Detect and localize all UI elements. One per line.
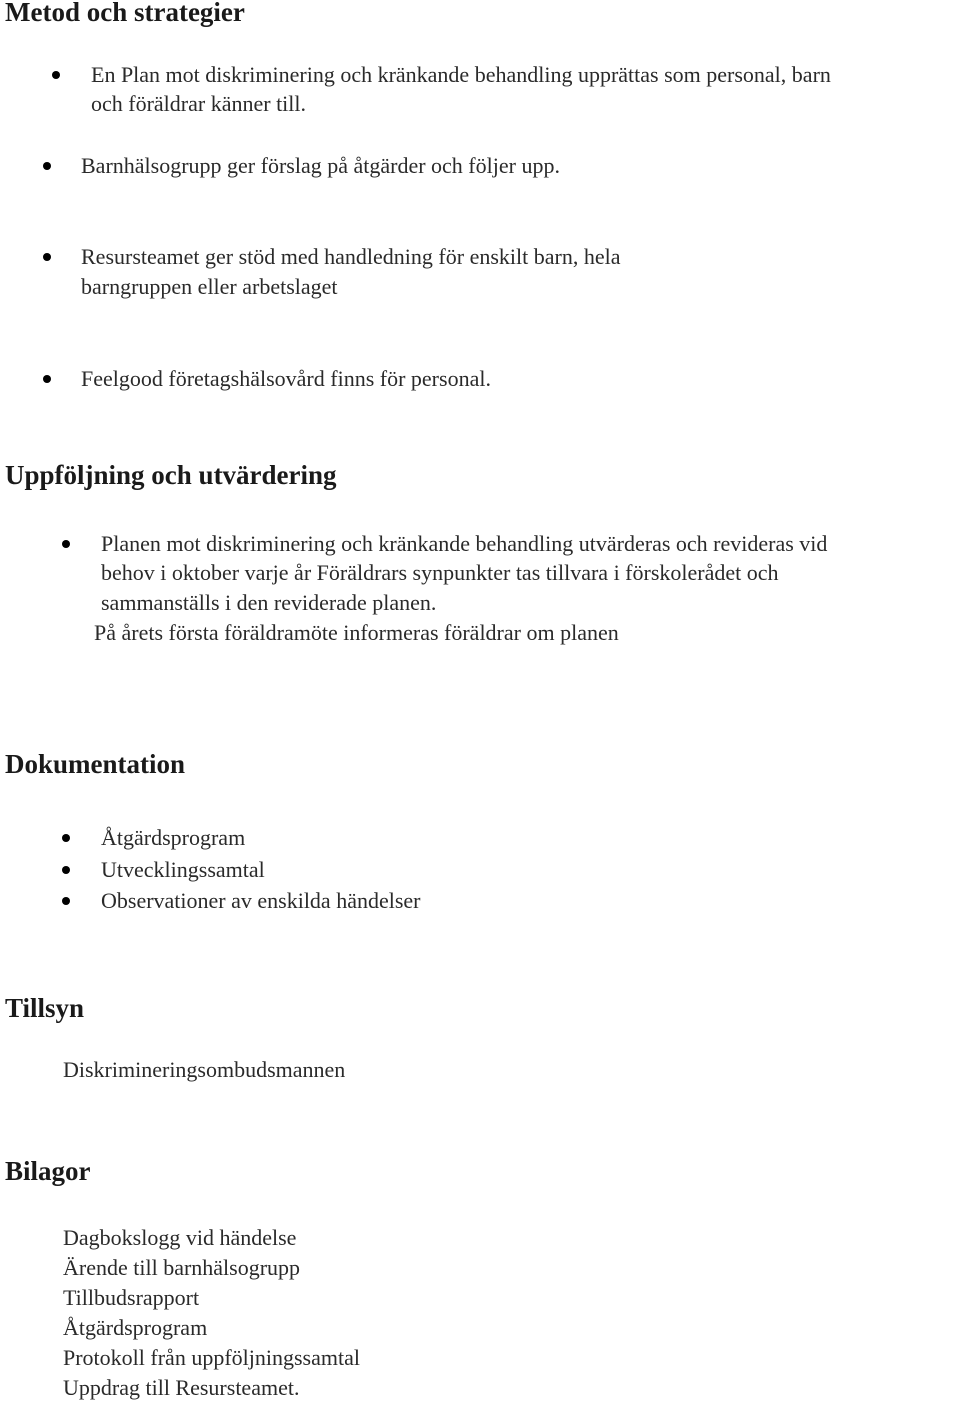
metod-item-2-line-1: Barnhälsogrupp ger förslag på åtgärder och följer upp. [81,153,560,178]
bilagor-item-5: Protokoll från uppföljningssamtal [63,1345,360,1370]
bullet-icon [62,866,70,874]
metod-item-4-line-1: Feelgood företagshälsovård finns för personal. [81,366,491,391]
bilagor-item-3: Tillbudsrapport [63,1285,200,1310]
bilagor-item-1: Dagbokslogg vid händelse [63,1225,297,1250]
bullet-icon [43,253,51,261]
dokumentation-item-2: Utvecklingssamtal [101,857,265,882]
uppfoljning-item-line-1: Planen mot diskriminering och kränkande behandling utvärderas och revideras vid [101,531,828,556]
metod-item-1-line-1: En Plan mot diskriminering och kränkande behandling upprättas som personal, barn [91,62,831,87]
heading-uppfoljning: Uppföljning och utvärdering [5,460,337,490]
bullet-icon [43,375,51,383]
uppfoljning-item-line-2: behov i oktober varje år Föräldrars synpunkter tas tillvara i förskolerådet och [101,560,779,585]
dokumentation-item-3: Observationer av enskilda händelser [101,888,421,913]
tillsyn-text: Diskrimineringsombudsmannen [63,1057,346,1082]
heading-bilagor: Bilagor [5,1156,91,1186]
heading-dokumentation: Dokumentation [5,749,186,779]
metod-item-3-line-2: barngruppen eller arbetslaget [81,274,338,299]
uppfoljning-note: På årets första föräldramöte informeras föräldrar om planen [94,620,619,645]
uppfoljning-item-line-3: sammanställs i den reviderade planen. [101,590,437,615]
heading-tillsyn: Tillsyn [5,993,85,1023]
bullet-icon [52,71,60,79]
bullet-icon [62,540,70,548]
bullet-icon [43,162,51,170]
heading-metod: Metod och strategier [5,0,245,27]
metod-item-3-line-1: Resursteamet ger stöd med handledning för enskilt barn, hela [81,244,621,269]
bullet-icon [62,897,70,905]
dokumentation-item-1: Åtgärdsprogram [101,825,246,850]
bullet-icon [62,834,70,842]
metod-item-1-line-2: och föräldrar känner till. [91,91,307,116]
bilagor-item-2: Ärende till barnhälsogrupp [63,1255,301,1280]
bilagor-item-4: Åtgärdsprogram [63,1315,208,1340]
bilagor-item-6: Uppdrag till Resursteamet. [63,1375,300,1400]
